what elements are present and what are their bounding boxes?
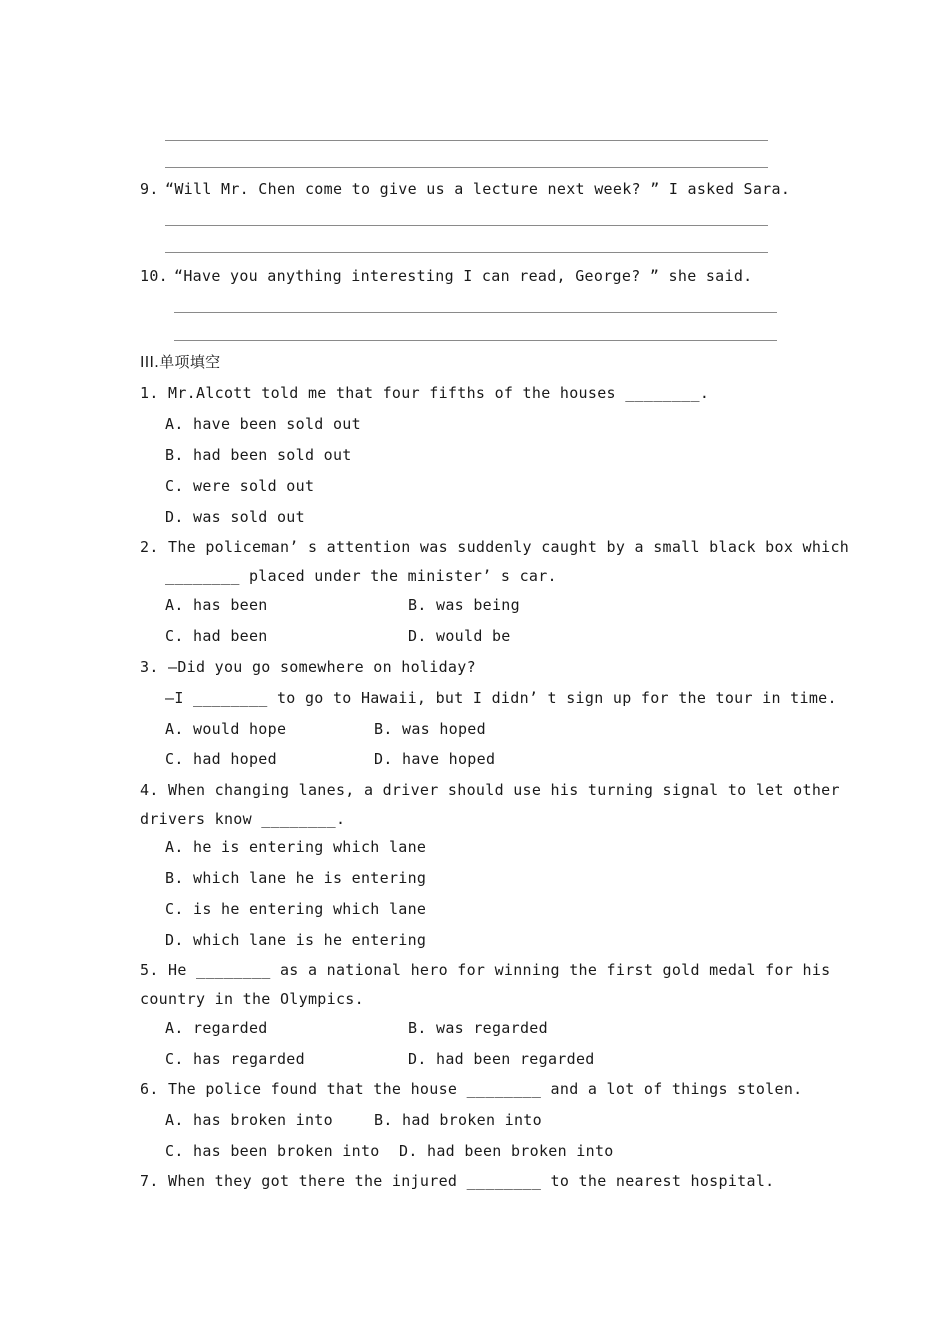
question-3-stem-line1: 3. —Did you go somewhere on holiday?	[140, 658, 476, 676]
answer-line	[165, 225, 768, 226]
question-3-option-b: B. was hoped	[374, 720, 486, 738]
question-3-option-a: A. would hope	[165, 720, 287, 738]
question-6-stem: 6. The police found that the house ________ and a lot of things stolen.	[140, 1080, 803, 1098]
question-1-option-a: A. have been sold out	[165, 415, 361, 433]
answer-line	[174, 312, 777, 313]
section-heading: III.单项填空	[140, 353, 221, 371]
answer-line	[165, 140, 768, 141]
question-4-stem-line1: 4. When changing lanes, a driver should use his turning signal to let other	[140, 781, 840, 799]
rewrite-item-9-number: 9.	[140, 180, 159, 198]
question-2-option-b: B. was being	[408, 596, 520, 614]
question-3-stem-line2: —I ________ to go to Hawaii, but I didn’ t sign up for the tour in time.	[165, 689, 837, 707]
question-2-option-a: A. has been	[165, 596, 268, 614]
question-7-stem: 7. When they got there the injured ________ to the nearest hospital.	[140, 1172, 775, 1190]
question-6-option-b: B. had broken into	[374, 1111, 542, 1129]
question-6-option-a: A. has broken into	[165, 1111, 333, 1129]
question-1-option-d: D. was sold out	[165, 508, 305, 526]
question-4-option-d: D. which lane is he entering	[165, 931, 427, 949]
rewrite-item-10-text: “Have you anything interesting I can read, George? ” she said.	[174, 267, 753, 285]
question-2-stem-line1: 2. The policeman’ s attention was suddenly caught by a small black box which	[140, 538, 850, 556]
question-4-option-a: A. he is entering which lane	[165, 838, 427, 856]
question-3-option-c: C. had hoped	[165, 750, 277, 768]
question-4-option-b: B. which lane he is entering	[165, 869, 427, 887]
question-6-option-c: C. has been broken into	[165, 1142, 380, 1160]
question-1-stem: 1. Mr.Alcott told me that four fifths of the houses ________.	[140, 384, 710, 402]
question-5-option-b: B. was regarded	[408, 1019, 548, 1037]
question-1-option-b: B. had been sold out	[165, 446, 352, 464]
question-6-option-d: D. had been broken into	[399, 1142, 614, 1160]
rewrite-item-9-text: “Will Mr. Chen come to give us a lecture next week? ” I asked Sara.	[165, 180, 791, 198]
question-2-option-c: C. had been	[165, 627, 268, 645]
answer-line	[174, 340, 777, 341]
question-5-option-d: D. had been regarded	[408, 1050, 595, 1068]
question-4-stem-line2: drivers know ________.	[140, 810, 346, 828]
question-2-option-d: D. would be	[408, 627, 511, 645]
question-5-option-c: C. has regarded	[165, 1050, 305, 1068]
question-4-option-c: C. is he entering which lane	[165, 900, 427, 918]
question-3-option-d: D. have hoped	[374, 750, 496, 768]
question-5-stem-line2: country in the Olympics.	[140, 990, 364, 1008]
question-2-stem-line2: ________ placed under the minister’ s car.	[165, 567, 557, 585]
answer-line	[165, 167, 768, 168]
rewrite-item-10-number: 10.	[140, 267, 168, 285]
question-1-option-c: C. were sold out	[165, 477, 315, 495]
question-5-option-a: A. regarded	[165, 1019, 268, 1037]
answer-line	[165, 252, 768, 253]
question-5-stem-line1: 5. He ________ as a national hero for winning the first gold medal for his	[140, 961, 831, 979]
